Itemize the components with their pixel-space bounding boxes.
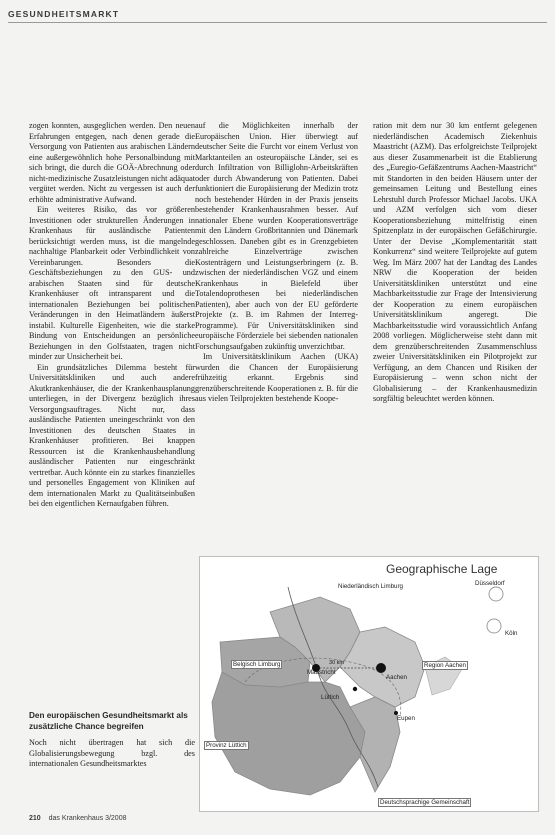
map-label-aachen: Aachen xyxy=(386,674,407,681)
map-label-koeln: Köln xyxy=(505,630,518,637)
map-title: Geographische Lage xyxy=(386,562,498,576)
page-footer xyxy=(29,815,126,822)
paragraph: ration mit dem nur 30 km entfernt gelegenen niederländischen Academisch Ziekenhuis Maastricht (AZM). Das erfolgreichste Teilprojekt aus dieser Zusammenarbeit ist die Etablierung des „Euregio-Gefäßzentrums Aachen-Maastricht“ mit Standorten in den beiden Häusern unter der gemeinsamen Leitung und Bestellung eines Lehrstuhl durch Professor Michael Jacobs. UKA und AZM verfolgen sich vom dieser Kooperationsbeziehung mittelfristig einen Spitzenplatz in der europäischen Gefäßchirurgie. Unter der Devise „Komplementarität statt Konkurrenz“ sind weitere Teilprojekte auf gutem Weg. Im März 2007 hat der Landtag des Landes NRW die Kooperation der beiden Universitätskliniken unterstützt und eine Machbarkeitsstudie zur Frage der Intensivierung der Kooperation zu einem europäischen Universitätsklinikum angeregt. Die Machbarkeitsstudie wird voraussichtlich Anfang 2008 vorliegen. Möglicherweise steht dann mit dem grenzüberschreitenden Zusammenschluss zweier Universitätskliniken ein Pilotprojekt zur Verfügung, an dem Chancen und Risiken der Europäisierung – wenn schon nicht der Globalisierung – der Krankenhausmedizin sorgfältig beleuchtet werden können. xyxy=(373,121,537,403)
journal-name: das Krankenhaus 3/2008 xyxy=(48,815,127,822)
map-graphic xyxy=(200,557,538,811)
map-label-region-aachen: Region Aachen xyxy=(424,662,466,669)
paragraph: Noch nicht übertragen hat sich die Globalisierungsbewegung bzgl. des internationalen Gesundheitsmarktes xyxy=(29,738,195,768)
paragraph: Ein weiteres Risiko, das vor größeren Investitionen oder strukturellen Änderungen in Krankenhaus für ausländische Patienten berücksichtigt werden muss, ist die mangelnde nachhaltige Planbarkeit oder Verbindlichkeit von Vereinbarungen. Besonders die Geschäftsbeziehungen zu den GUS- und arabischen Staaten sind für deutsche Krankenhäuser oft intransparent und die internationalen Beziehungen bei politischen Veränderungen in den Heimatländern äußerst instabil. Kulturelle Eigenheiten, wie die starke Bindung von Entscheidungen an persönliche Beziehungen in den Golfstaaten, tragen nicht minder zur Unsicherheit bei. xyxy=(29,205,195,361)
map-label-niederlaendisch-limburg: Niederländisch Limburg xyxy=(338,583,404,590)
section-header: GESUNDHEITSMARKT xyxy=(8,9,120,19)
map-label-belgisch-limburg: Belgisch Limburg xyxy=(233,661,281,668)
text-column-2 xyxy=(195,121,358,405)
map-label-distance: 30 km xyxy=(329,660,344,666)
text-column-1 xyxy=(29,121,195,510)
map-label-eupen: Eupen xyxy=(397,715,415,722)
page-number: 210 xyxy=(29,815,41,822)
map-label-luettich: Lüttich xyxy=(321,694,340,701)
map-label-provinz-luettich: Provinz Lüttich xyxy=(206,742,247,749)
text-column-3 xyxy=(373,121,537,405)
paragraph: Ein grundsätzliches Dilemma besteht für Universitätskliniken und auch andere Akutkrankenhäuser, die der Krankenhausplanung unterliegen, in der Divergenz bezüglich ihres Versorgungsauftrages. Nicht nur, dass ausländische Patienten uneingeschränkt von den Investitionen des deutschen Staates in Krankenhäuser profitieren. Bei knappen Ressourcen ist die Krankenhausbehandlung ausländischer Patienten nur eingeschränkt vertretbar. Auch könnte ein zu starkes finanzielles und personelles Engagement von Kliniken auf dem internationalen Markt zu Qualitätseinbußen bei den eigentlichen Kernaufgaben führen. xyxy=(29,362,195,508)
map-label-maastricht: Maastricht xyxy=(307,669,336,676)
map-label-duesseldorf: Düsseldorf xyxy=(475,580,505,587)
paragraph: auf die Möglichkeiten innerhalb der Europäischen Union. Hier überwiegt auf deutscher Seite die Furcht vor einem Verlust von Marktanteilen an osteuropäische Länder, sei es durch Infiltration von Billiglohn-Arbeitskräften oder durch Abwanderung von Patienten. Dabei funktioniert die Europäisierung der Medizin trotz noch bestehender Hürden in der Praxis jenseits bestehender Krankenhausrahmen besser. Auf nationaler Ebene wurden Kooperationsverträge mit den Ländern Großbritannien und Dänemark geschlossen. Daneben gibt es in Grenzgebieten zahlreiche Einzelverträge zwischen Kostenträgern und Leistungserbringern (z. B. zwischen der niederländischen VGZ und einem Krankenhaus in Bielefeld über Totalendoprothesen bei niederländischen Patienten), aber auch von der EU geförderte Projekte (z. B. im Rahmen der Interreg-Programme). Für Universitätskliniken sind europäische Förderziele bei siebenden nationalen Forschungsaufgaben zukünftig unverzichtbar. xyxy=(195,121,358,351)
region-map xyxy=(199,556,539,812)
header-divider xyxy=(8,22,547,23)
map-label-deutschsprachige-gemeinschaft: Deutschsprachige Gemeinschaft xyxy=(380,799,470,806)
paragraph: zogen konnten, ausgeglichen werden. Den neuen Erfahrungen entgegen, nach denen gerade die Versorgung von Patienten aus arabischen Ländern eine außergewöhnlich hohe Personalbindung mit sich bringt, die durch die GOÄ-Abrechnung oder nicht-medizinische Zusatzleistungen nicht adäquat vergütet werden. Nicht zu vergessen ist auch der erhöhte administrative Aufwand. xyxy=(29,121,195,204)
paragraph: Im Universitätsklinikum Aachen (UKA) wurden die Chancen der Europäisierung frühzeitig erkannt. Ergebnis sind grenzüberschreitende Kooperationen z. B. für die aus vielen Teilprojekten bestehende Koope- xyxy=(195,352,358,403)
subheading: Den europäischen Gesundheitsmarkt als zusätzliche Chance begreifen xyxy=(29,711,188,731)
